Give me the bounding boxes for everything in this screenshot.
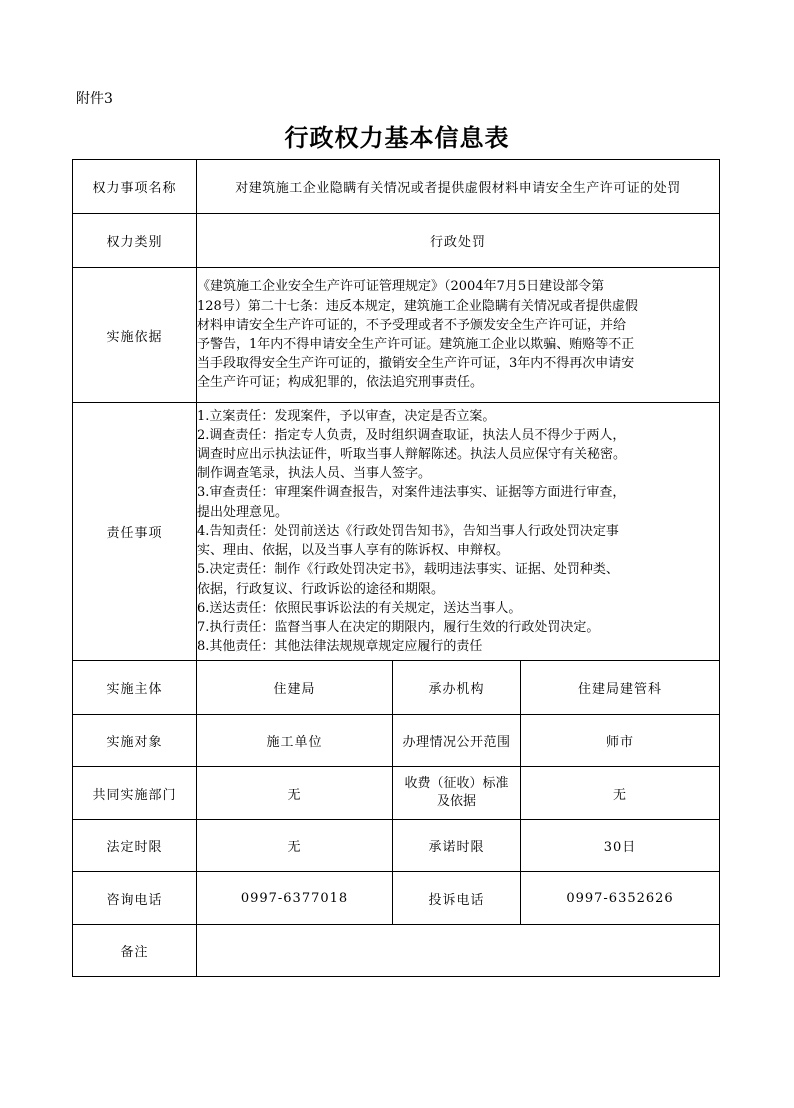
basis-line: 当手段取得安全生产许可证的，撤销安全生产许可证，3年内不得再次申请安 [197, 356, 635, 372]
row-implementing-target [73, 715, 720, 767]
disclosure-scope-label: 办理情况公开范围 [393, 715, 521, 767]
disclosure-scope-value: 师市 [521, 715, 720, 767]
legal-basis-text [197, 268, 720, 403]
remark-label: 备注 [73, 925, 197, 977]
row-responsibility [73, 403, 720, 661]
promised-time-limit-value: 30日 [521, 820, 720, 872]
row-power-name [73, 160, 720, 214]
basis-line: 128号）第二十七条：违反本规定，建筑施工企业隐瞒有关情况或者提供虚假 [197, 298, 638, 314]
basis-line: 《建筑施工企业安全生产许可证管理规定》（2004年7月5日建设部令第 [197, 279, 605, 295]
row-phone [73, 872, 720, 925]
handling-agency-value: 住建局建管科 [521, 661, 720, 715]
row-time-limit [73, 820, 720, 872]
legal-time-limit-label: 法定时限 [73, 820, 197, 872]
responsibility-line: 4.告知责任：处罚前送达《行政处罚告知书》，告知当事人行政处罚决定事 [197, 523, 619, 539]
complaint-phone-value: 0997-6352626 [521, 872, 720, 925]
promised-time-limit-label: 承诺时限 [393, 820, 521, 872]
consult-phone-label: 咨询电话 [73, 872, 197, 925]
legal-time-limit-value: 无 [197, 820, 393, 872]
implementing-subject-value: 住建局 [197, 661, 393, 715]
joint-department-value: 无 [197, 767, 393, 820]
joint-department-label: 共同实施部门 [73, 767, 197, 820]
power-name-label: 权力事项名称 [73, 160, 197, 214]
consult-phone-value: 0997-6377018 [197, 872, 393, 925]
power-category-label: 权力类别 [73, 214, 197, 268]
basis-line: 全生产许可证；构成犯罪的，依法追究刑事责任。 [197, 375, 484, 391]
power-category-value: 行政处罚 [197, 214, 720, 268]
row-remark [73, 925, 720, 977]
fee-standard-label [393, 767, 521, 820]
info-table [72, 159, 720, 977]
row-power-category [73, 214, 720, 268]
responsibility-line: 制作调查笔录，执法人员、当事人签字。 [197, 466, 432, 482]
row-legal-basis [73, 268, 720, 403]
complaint-phone-label: 投诉电话 [393, 872, 521, 925]
remark-value [197, 925, 720, 977]
responsibility-line: 依据，行政复议、行政诉讼的途径和期限。 [197, 581, 445, 597]
responsibility-line: 8.其他责任：其他法律法规规章规定应履行的责任 [197, 639, 483, 655]
responsibility-line: 5.决定责任：制作《行政处罚决定书》，载明违法事实、证据、处罚种类、 [197, 562, 619, 578]
responsibility-line: 7.执行责任：监督当事人在决定的期限内，履行生效的行政处罚决定。 [197, 619, 600, 635]
basis-line: 予警告，1年内不得申请安全生产许可证。建筑施工企业以欺骗、贿赂等不正 [197, 337, 635, 352]
responsibility-line: 实、理由、依据，以及当事人享有的陈诉权、申辩权。 [197, 543, 510, 559]
power-name-value: 对建筑施工企业隐瞒有关情况或者提供虚假材料申请安全生产许可证的处罚 [197, 160, 720, 214]
page-title: 行政权力基本信息表 [284, 123, 510, 152]
responsibility-line: 1.立案责任：发现案件，予以审查，决定是否立案。 [197, 408, 496, 424]
responsibility-line: 2.调查责任：指定专人负责，及时组织调查取证，执法人员不得少于两人， [197, 427, 626, 443]
attachment-label: 附件3 [76, 91, 113, 107]
fee-standard-label-line: 及依据 [436, 794, 476, 809]
row-joint-department [73, 767, 720, 820]
implementing-target-label: 实施对象 [73, 715, 197, 767]
responsibility-line: 3.审查责任：审理案件调查报告，对案件违法事实、证据等方面进行审查， [197, 485, 626, 501]
basis-line: 材料申请安全生产许可证的，不予受理或者不予颁发安全生产许可证，并给 [197, 317, 627, 333]
fee-standard-value: 无 [521, 767, 720, 820]
responsibility-line: 6.送达责任：依照民事诉讼法的有关规定，送达当事人。 [197, 600, 522, 616]
row-implementing-subject [73, 661, 720, 715]
responsibility-line: 提出处理意见。 [197, 504, 289, 520]
responsibility-line: 调查时应出示执法证件，听取当事人辩解陈述。执法人员应保守有关秘密。 [197, 447, 627, 463]
responsibility-label: 责任事项 [73, 403, 197, 661]
implementing-target-value: 施工单位 [197, 715, 393, 767]
handling-agency-label: 承办机构 [393, 661, 521, 715]
responsibility-text [197, 403, 720, 661]
fee-standard-label-line: 收费（征收）标准 [404, 776, 509, 791]
legal-basis-label: 实施依据 [73, 268, 197, 403]
implementing-subject-label: 实施主体 [73, 661, 197, 715]
